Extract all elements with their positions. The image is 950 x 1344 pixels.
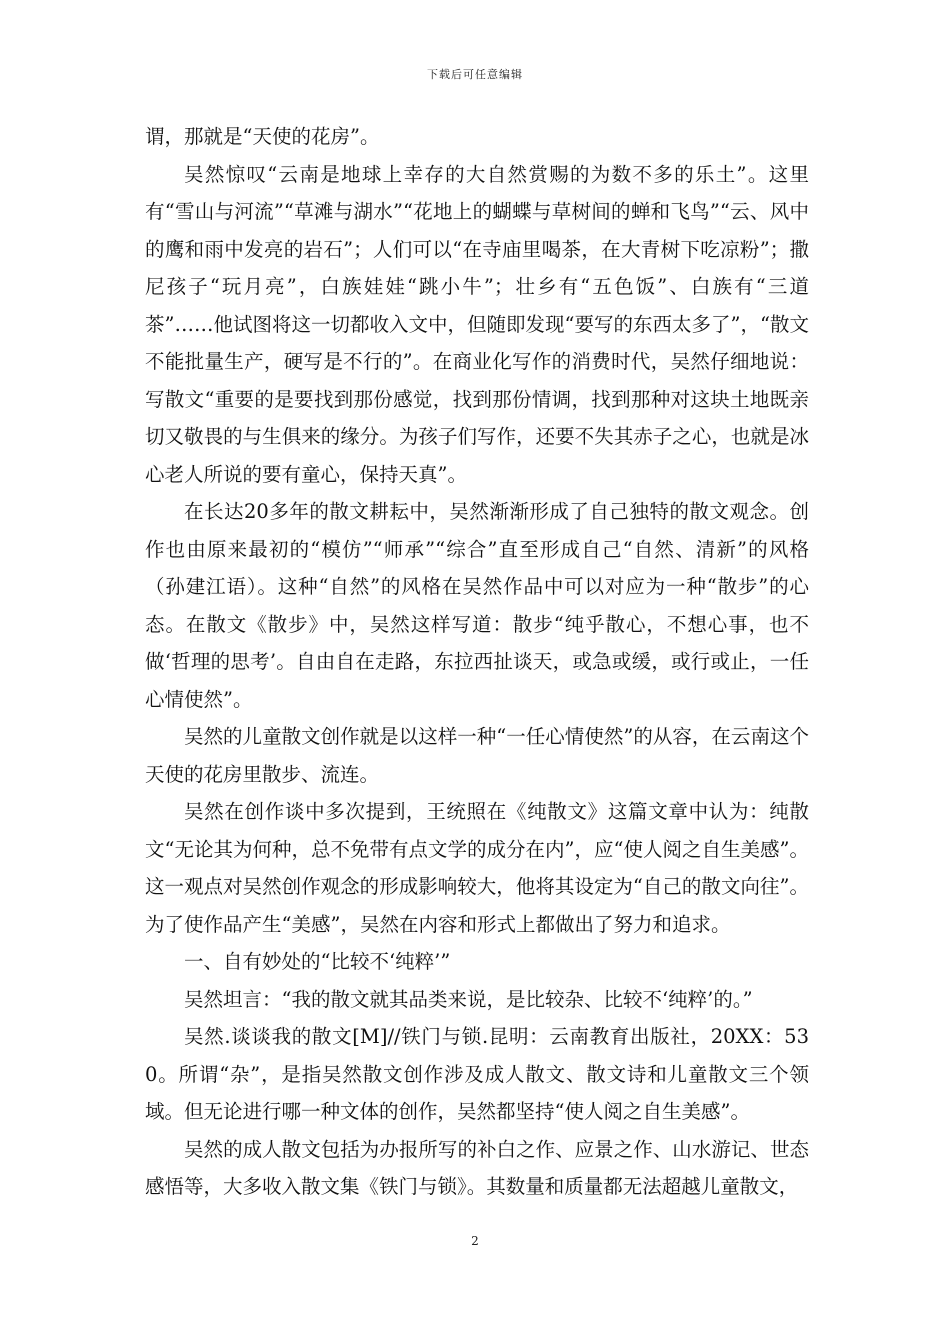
paragraph-1: 谓，那就是“天使的花房”。 xyxy=(145,125,380,148)
document-body xyxy=(145,118,809,1206)
paragraph-4: 吴然的儿童散文创作就是以这样一种“一任心情使然”的从容，在云南这个天使的花房里散步、流连。 xyxy=(145,725,809,786)
page-number: 2 xyxy=(471,1234,479,1248)
page-header: 下载后可任意编辑 xyxy=(427,68,523,81)
paragraph-6: 吴然坦言：“我的散文就其品类来说，是比较杂、比较不‘纯粹’的。” xyxy=(184,987,753,1011)
paragraph-8: 吴然的成人散文包括为办报所写的补白之作、应景之作、山水游记、世态感悟等，大多收入散文集《铁门与锁》。其数量和质量都无法超越儿童散文， xyxy=(145,1137,809,1198)
section-heading: 一、自有妙处的“比较不‘纯粹’” xyxy=(184,950,451,973)
paragraph-7: 吴然.谈谈我的散文[M]//铁门与锁.昆明：云南教育出版社，20XX：530。所谓“杂”，是指吴然散文创作涉及成人散文、散文诗和儿童散文三个领域。但无论进行哪一种文体的创作，吴然都坚持“使人阅之自生美感”。 xyxy=(145,1025,809,1123)
paragraph-5: 吴然在创作谈中多次提到，王统照在《纯散文》这篇文章中认为：纯散文“无论其为何种，总不免带有点文学的成分在内”，应“使人阅之自生美感”。这一观点对吴然创作观念的形成影响较大，他将其设定为“自己的散文向往”。为了使作品产生“美感”，吴然在内容和形式上都做出了努力和追求。 xyxy=(145,800,809,936)
paragraph-2: 吴然惊叹“云南是地球上幸存的大自然赏赐的为数不多的乐土”。这里有“雪山与河流”“草滩与湖水”“花地上的蝴蝶与草树间的蝉和飞鸟”“云、风中的鹰和雨中发亮的岩石”；人们可以“在寺庙里喝茶，在大青树下吃凉粉”；撒尼孩子“玩月亮”，白族娃娃“跳小牛”；壮乡有“五色饭”、白族有“三道茶”……他试图将这一切都收入文中，但随即发现“要写的东西太多了”，“散文不能批量生产，硬写是不行的”。在商业化写作的消费时代，吴然仔细地说：写散文“重要的是要找到那份感觉，找到那份情调，找到那种对这块土地既亲切又敬畏的与生俱来的缘分。为孩子们写作，还要不失其赤子之心，也就是冰心老人所说的要有童心，保持天真”。 xyxy=(145,162,809,486)
paragraph-3: 在长达20多年的散文耕耘中，吴然渐渐形成了自己独特的散文观念。创作也由原来最初的“模仿”“师承”“综合”直至形成自己“自然、清新”的风格（孙建江语）。这种“自然”的风格在吴然作品中可以对应为一种“散步”的心态。在散文《散步》中，吴然这样写道：散步“纯乎散心，不想心事，也不做‘哲理的思考’。自由自在走路，东拉西扯谈天，或急或缓，或行或止，一任心情使然”。 xyxy=(145,500,809,711)
